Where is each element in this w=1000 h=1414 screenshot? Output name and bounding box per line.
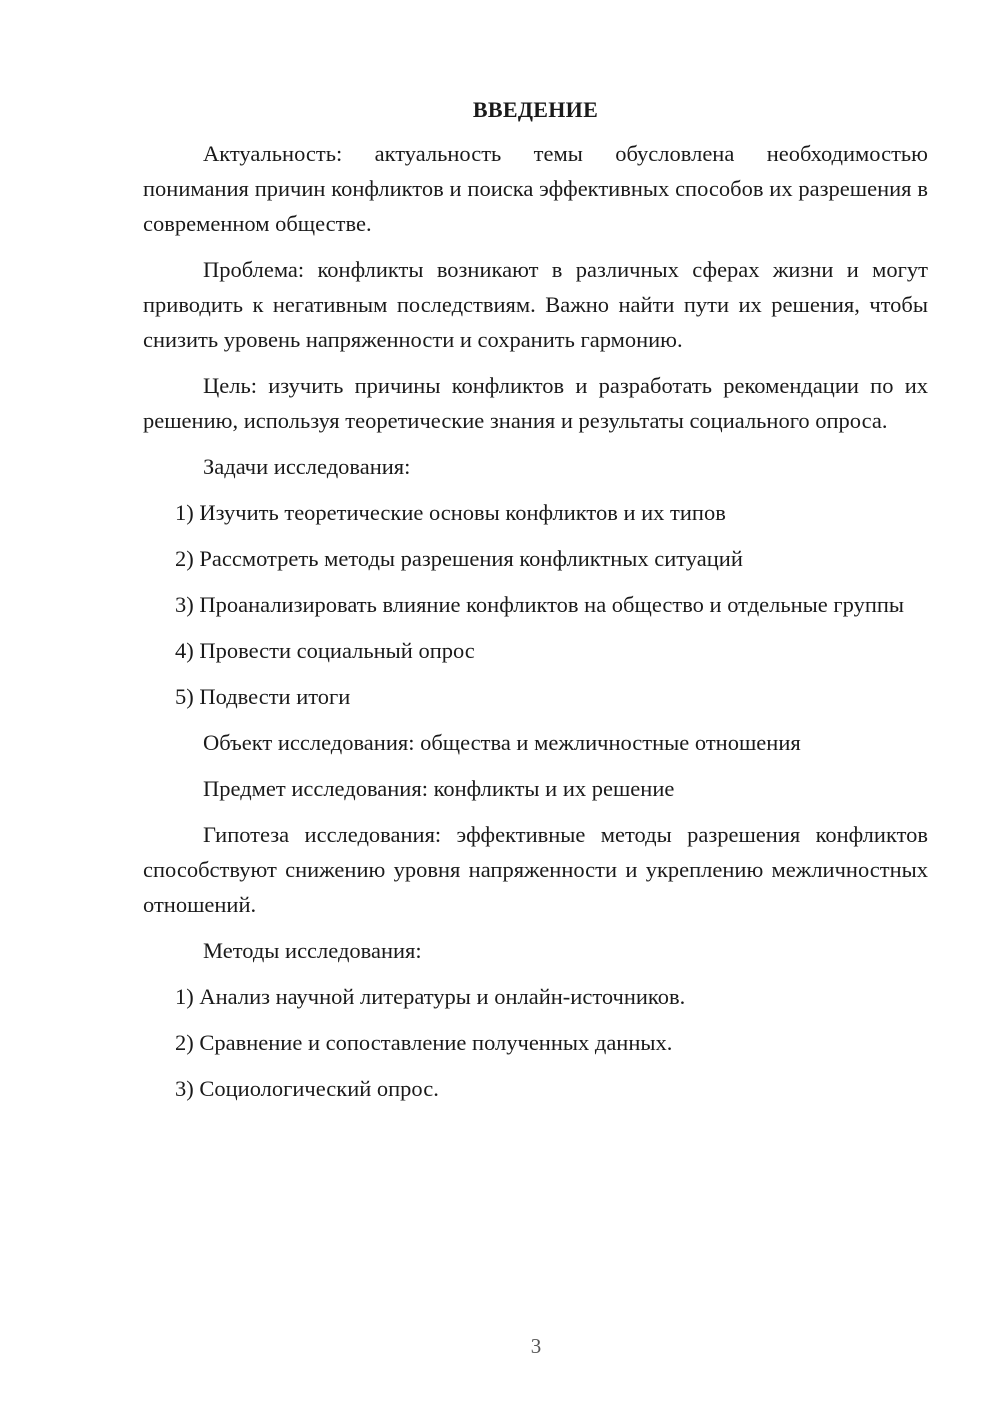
method-item-3: 3) Социологический опрос. [175, 1076, 439, 1101]
task-item-4: 4) Провести социальный опрос [175, 638, 475, 663]
object-line: Объект исследования: общества и межличностные отношения [203, 730, 801, 755]
tasks-heading: Задачи исследования: [203, 454, 411, 479]
method-item-2: 2) Сравнение и сопоставление полученных данных. [175, 1030, 673, 1055]
document-page [143, 94, 928, 1117]
task-item-3: 3) Проанализировать влияние конфликтов на общество и отдельные группы [175, 592, 905, 617]
relevance-paragraph: Актуальность: актуальность темы обусловлена необходимостью понимания причин конфликтов и поиска эффективных способов их разрешения в современном обществе. [143, 141, 928, 236]
task-item-1: 1) Изучить теоретические основы конфликтов и их типов [175, 500, 726, 525]
problem-paragraph: Проблема: конфликты возникают в различных сферах жизни и могут приводить к негативным последствиям. Важно найти пути их решения, чтобы снизить уровень напряженности и сохранить гармонию. [143, 257, 928, 352]
page-number: 3 [530, 1334, 542, 1358]
method-item-1: 1) Анализ научной литературы и онлайн-источников. [175, 984, 686, 1009]
task-item-5: 5) Подвести итоги [175, 684, 351, 709]
page-title: ВВЕДЕНИЕ [472, 97, 599, 122]
goal-paragraph: Цель: изучить причины конфликтов и разработать рекомендации по их решению, используя теоретические знания и результаты социального опроса. [143, 373, 928, 433]
subject-line: Предмет исследования: конфликты и их решение [203, 776, 675, 801]
methods-heading: Методы исследования: [203, 938, 422, 963]
hypothesis-paragraph: Гипотеза исследования: эффективные методы разрешения конфликтов способствуют снижению уровня напряженности и укреплению межличностных отношений. [143, 822, 928, 917]
task-item-2: 2) Рассмотреть методы разрешения конфликтных ситуаций [175, 546, 743, 571]
